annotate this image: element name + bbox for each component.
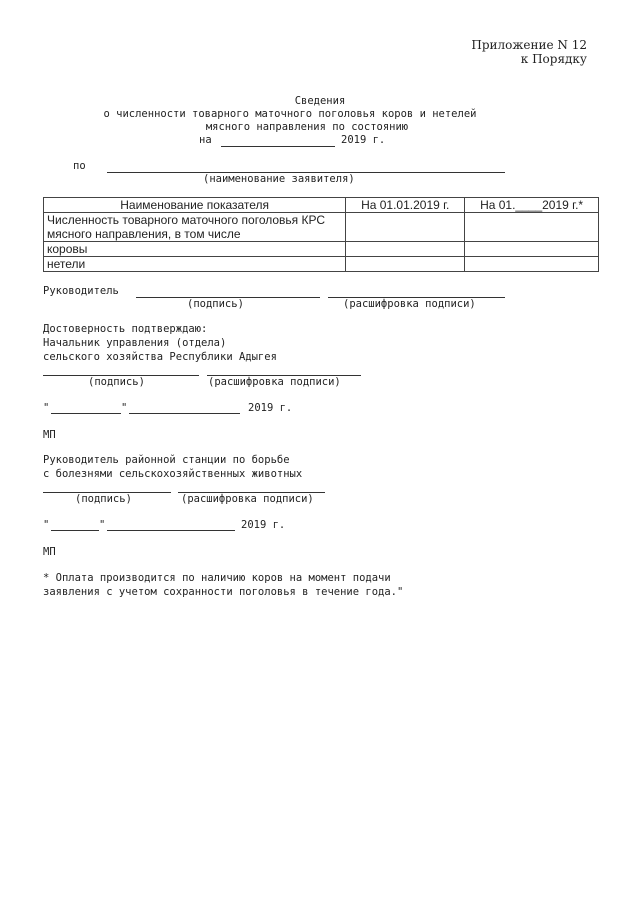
row-label-heifers: нетели xyxy=(44,257,346,272)
head-decode-caption: (расшифровка подписи) xyxy=(343,298,476,310)
table-row xyxy=(44,213,599,242)
cell-heifers-jan[interactable] xyxy=(346,257,465,272)
table-header-row xyxy=(44,198,599,213)
confirmation-quote-close: " xyxy=(121,402,128,414)
vet-station-line2: с болезнями сельскохозяйственных животных xyxy=(43,468,303,480)
cell-cows-jan[interactable] xyxy=(346,242,465,257)
head-signature-caption: (подпись) xyxy=(187,298,244,310)
document-title: Сведения xyxy=(294,95,346,107)
cell-cows-current[interactable] xyxy=(465,242,599,257)
vet-date-year: 2019 г. xyxy=(241,519,286,531)
footnote-line1: * Оплата производится по наличию коров на момент подачи xyxy=(43,572,391,584)
applicant-prefix: по xyxy=(73,160,86,172)
date-prefix: на xyxy=(199,134,212,146)
table-row xyxy=(44,257,599,272)
footnote-line2: заявления с учетом сохранности поголовья в течение года." xyxy=(43,586,404,598)
cell-total-jan[interactable] xyxy=(346,213,465,242)
appendix-number: Приложение N 12 xyxy=(471,38,587,52)
row-label-total-line2: мясного направления, в том числе xyxy=(47,227,241,241)
confirmation-line2: Начальник управления (отдела) xyxy=(43,337,227,349)
cell-total-current[interactable] xyxy=(465,213,599,242)
indicators-table xyxy=(43,197,599,272)
confirmation-stamp: МП xyxy=(43,429,56,441)
document-subtitle-line2: мясного направления по состоянию xyxy=(205,121,409,133)
confirmation-date-year: 2019 г. xyxy=(248,402,293,414)
date-year: 2019 г. xyxy=(341,134,386,146)
vet-station-line1: Руководитель районной станции по борьбе xyxy=(43,454,290,466)
vet-quote-close: " xyxy=(99,519,106,531)
header-date-jan: На 01.01.2019 г. xyxy=(346,198,465,213)
row-label-total-line1: Численность товарного маточного поголовья КРС xyxy=(47,213,326,227)
confirmation-quote-open: " xyxy=(43,402,50,414)
vet-signature-caption: (подпись) xyxy=(75,493,132,505)
confirmation-month-line[interactable] xyxy=(129,413,240,414)
confirmation-day-line[interactable] xyxy=(51,413,121,414)
appendix-reference: к Порядку xyxy=(520,52,587,66)
confirmation-line3: сельского хозяйства Республики Адыгея xyxy=(43,351,277,363)
vet-day-line[interactable] xyxy=(51,530,99,531)
head-label: Руководитель xyxy=(43,285,119,297)
vet-quote-open: " xyxy=(43,519,50,531)
cell-heifers-current[interactable] xyxy=(465,257,599,272)
vet-month-line[interactable] xyxy=(107,530,235,531)
date-blank-line[interactable] xyxy=(221,146,335,147)
confirmation-signature-caption: (подпись) xyxy=(88,376,145,388)
vet-decode-caption: (расшифровка подписи) xyxy=(181,493,314,505)
header-indicator-name: Наименование показателя xyxy=(44,198,346,213)
header-date-current: На 01.____2019 г.* xyxy=(465,198,599,213)
applicant-caption: (наименование заявителя) xyxy=(203,173,355,185)
confirmation-line1: Достоверность подтверждаю: xyxy=(43,323,208,335)
vet-stamp: МП xyxy=(43,546,56,558)
row-label-total xyxy=(44,213,346,242)
confirmation-decode-caption: (расшифровка подписи) xyxy=(208,376,341,388)
table-row xyxy=(44,242,599,257)
row-label-cows: коровы xyxy=(44,242,346,257)
document-subtitle-line1: о численности товарного маточного поголовья коров и нетелей xyxy=(103,108,477,120)
